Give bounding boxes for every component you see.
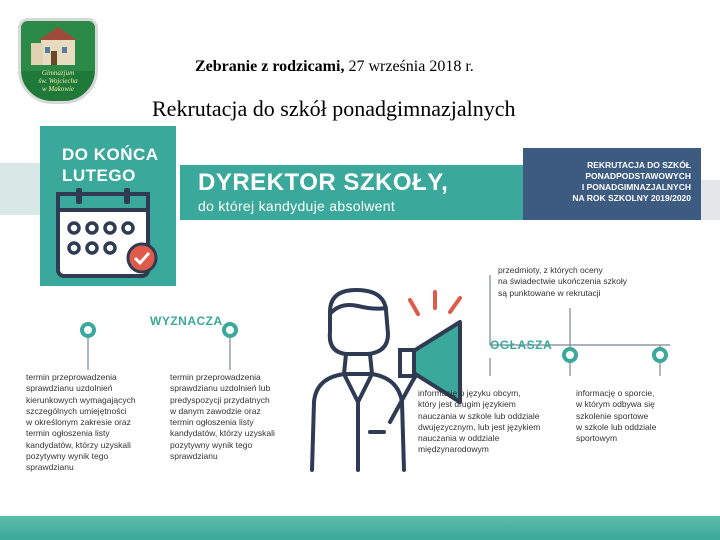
column-line: sprawdzianu [170, 451, 218, 462]
column-line: który jest drugim językiem [418, 399, 516, 410]
column-line: kandydatów, którzy uzyskali [170, 428, 275, 439]
footer-bar [0, 516, 720, 540]
title-bold: Zebranie z rodzicami, [195, 58, 345, 75]
column-line: szczególnych umiejętności [26, 405, 127, 416]
subjects-note [498, 265, 627, 299]
column-line: kandydatów, którzy uzyskali [26, 439, 131, 450]
slide-subtitle: Rekrutacja do szkół ponadgimnazjalnych [152, 96, 516, 121]
column-line: kierunkowych wymagających [26, 394, 136, 405]
column-line: termin przeprowadzenia [26, 372, 117, 382]
pin-icon [564, 349, 576, 361]
column-line: termin przeprowadzenia [170, 372, 261, 382]
deadline-line: DO KOŃCA [62, 145, 159, 164]
note-line: przedmioty, z których oceny [498, 265, 603, 275]
column-line: pozytywny wynik tego [26, 451, 109, 462]
title-date: 27 września 2018 r. [344, 58, 474, 75]
column-line: w określonym zakresie oraz [26, 417, 131, 428]
badge-line: PONADPODSTAWOWYCH [585, 171, 691, 181]
director-title: DYREKTOR SZKOŁY, [198, 169, 449, 196]
logo-line: Gimnazjum [41, 69, 75, 77]
column-line: sprawdzianu [26, 462, 74, 473]
pin-icon [654, 349, 666, 361]
logo-line: w Makowie [41, 85, 75, 93]
column-line: nauczania w oddziale [418, 433, 500, 444]
label-oglasza: OGŁASZA [490, 338, 553, 352]
note-line: są punktowane w rekrutacji [498, 287, 601, 298]
column-line: nauczania w szkole lub oddziale [418, 410, 540, 421]
column-line: dwujęzycznym, lub jest językiem [418, 421, 541, 432]
badge-line: I PONADGIMNAZJALNYCH [581, 182, 691, 192]
info-column-1 [26, 372, 166, 474]
column-line: w danym zawodzie oraz [170, 405, 261, 416]
note-line: na świadectwie ukończenia szkoły [498, 276, 627, 287]
column-line: informację o sporcie, [576, 388, 655, 398]
column-line: termin ogłoszenia listy [26, 428, 110, 439]
column-line: sportowym [576, 433, 618, 444]
deadline-line: LUTEGO [62, 166, 136, 185]
column-line: w szkole lub oddziale [576, 421, 657, 432]
column-line: sprawdzianu uzdolnień lub [170, 383, 271, 394]
column-line: międzynarodowym [418, 444, 489, 455]
column-line: termin ogłoszenia listy [170, 417, 254, 428]
info-column-3 [418, 388, 568, 456]
column-line: predyspozycji przydatnych [170, 394, 270, 405]
director-subtitle: do której kandyduje absolwent [198, 198, 396, 214]
column-line: sprawdzianu uzdolnień [26, 383, 113, 394]
info-column-4 [576, 388, 706, 444]
column-line: informację o języku obcym, [418, 388, 521, 398]
badge-line: NA ROK SZKOLNY 2019/2020 [572, 193, 691, 203]
info-column-2 [170, 372, 310, 462]
label-wyznacza: WYZNACZA [150, 314, 223, 328]
logo-line: św. Wojciecha [38, 77, 78, 85]
column-line: w którym odbywa się [576, 399, 655, 410]
column-line: pozytywny wynik tego [170, 439, 253, 450]
badge-line: REKRUTACJA DO SZKÓŁ [587, 160, 691, 170]
pin-icon [82, 324, 94, 336]
column-line: szkolenie sportowe [576, 410, 649, 421]
pin-icon [224, 324, 236, 336]
